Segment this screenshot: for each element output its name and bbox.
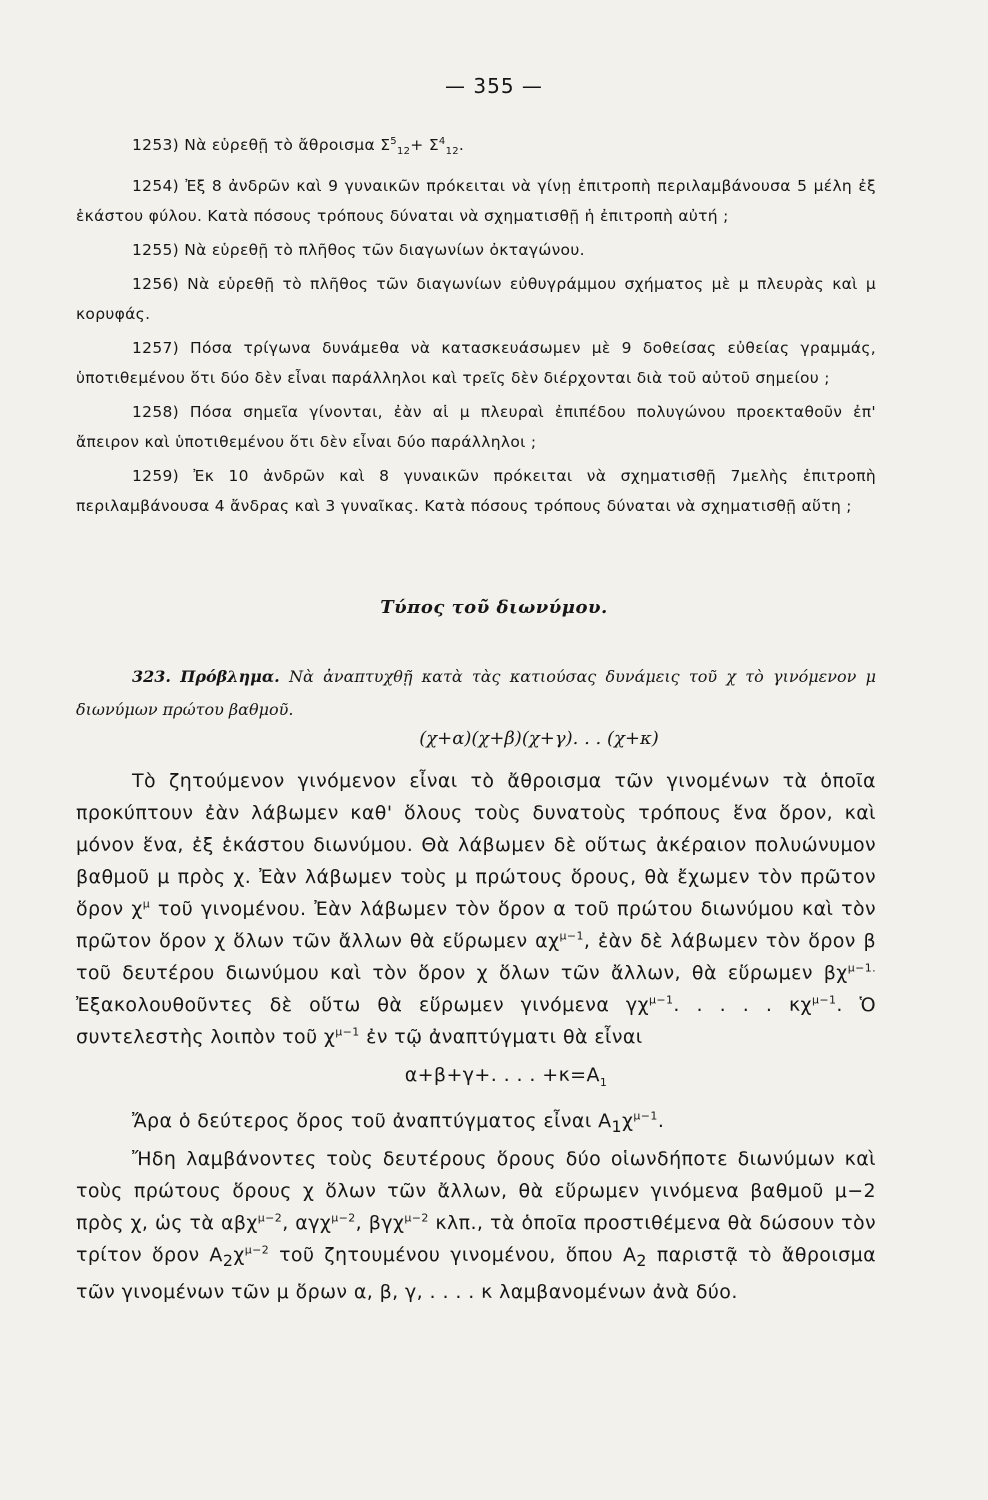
body-text <box>76 765 876 1308</box>
paragraph-3: Ἤδη λαμβάνοντες τοὺς δευτέρους ὅρους δύο οἱωνδήποτε διωνύμων καὶ τοὺς πρώτους ὅρους χ ὅλων τῶν ἄλλων, θὰ εὕρωμεν γινόμενα βαθμοῦ μ−2 πρὸς χ, ὡς τὰ αβχ$^{\mu-2}$, αγχ$^{\mu-2}$, βγχ$^{\mu-2}$ κλπ., τὰ ὁποῖα προστιθέμενα θὰ δώσουν τὸν τρίτον ὅρον $A_2\chi^{\mu-2}$ τοῦ ζητουμένου γινομένου, ὅπου $A_2$ παριστᾷ τὸ ἄθροισμα τῶν γινομένων τῶν μ ὅρων α, β, γ, . . . . κ λαμβανομένων ἀνὰ δύο. <box>76 1147 877 1304</box>
exercise-1256: 1256) Νὰ εὑρεθῇ τὸ πλῆθος τῶν διαγωνίων εὐθυγράμμου σχήματος μὲ μ πλευρὰς καὶ μ κορυφάς. <box>76 275 876 324</box>
exercise-1259: 1259) Ἐκ 10 ἀνδρῶν καὶ 8 γυναικῶν πρόκειται νὰ σχηματισθῇ 7μελὴς ἐπιτροπὴ περιλαμβάνουσα 4 ἄνδρας καὶ 3 γυναῖκας. Κατὰ πόσους τρόπους δύναται νὰ σχηματισθῇ αὕτη ; <box>76 467 876 516</box>
exercise-1258: 1258) Πόσα σημεῖα γίνονται, ἐὰν αἱ μ πλευραὶ ἐπιπέδου πολυγώνου προεκταθοῦν ἐπ' ἄπειρον καὶ ὑποτιθεμένου ὅτι δὲν εἶναι δύο παράλληλοι ; <box>76 403 876 452</box>
problem-text: Νὰ ἀναπτυχθῇ κατὰ τὰς κατιούσας δυνάμεις τοῦ χ τὸ γινόμενον μ διωνύμων πρώτου βαθμοῦ. <box>76 667 876 719</box>
paragraph-2: Ἄρα ὁ δεύτερος ὅρος τοῦ ἀναπτύγματος εἶναι $A_1\chi^{\mu-1}$. <box>132 1109 665 1136</box>
exercise-1257: 1257) Πόσα τρίγωνα δυνάμεθα νὰ κατασκευάσωμεν μὲ 9 δοθείσας εὐθείας γραμμάς, ὑποτιθεμένου ὅτι δύο δὲν εἶναι παράλληλοι καὶ τρεῖς δὲν διέρχονται διὰ τοῦ αὐτοῦ σημείου ; <box>76 339 876 388</box>
section-title: Τύπος τοῦ διωνύμου. <box>380 597 608 618</box>
exercise-1253: 1253) Νὰ εὑρεθῇ τὸ ἄθροισμα $\Sigma^5_{12}+ \Sigma^4_{12}$. <box>132 136 465 158</box>
paragraph-1: Τὸ ζητούμενον γινόμενον εἶναι τὸ ἄθροισμα τῶν γινομένων τὰ ὁποῖα προκύπτουν ἐὰν λάβωμεν καθ' ὅλους τοὺς δυνατοὺς τρόπους ἕνα ὅρον, καὶ μόνον ἕνα, ἐξ ἑκάστου διωνύμου. Θὰ λάβωμεν δὲ οὕτως ἀκέραιον πολυώνυμον βαθμοῦ μ πρὸς χ. Ἐὰν λάβωμεν τοὺς μ πρώτους ὅρους, θὰ ἔχωμεν τὸν πρῶτον ὅρον $\chi^\mu$ τοῦ γινομένου. Ἐὰν λάβωμεν τὸν ὅρον α τοῦ πρώτου διωνύμου καὶ τὸν πρῶτον ὅρον χ ὅλων τῶν ἄλλων θὰ εὕρωμεν $\alpha\chi^{\mu-1}$, ἐὰν δὲ λάβωμεν τὸν ὅρον β τοῦ δευτέρου διωνύμου καὶ τὸν ὅρον χ ὅλων τῶν ἄλλων, θὰ εὕρωμεν $\beta\chi^{\mu-1.}$ Ἐξακολουθοῦντες δὲ οὕτω θὰ εὕρωμεν γινόμενα $\gamma\chi^{\mu-1}$. . . . . $\kappa\chi^{\mu-1}$. Ὁ συντελεστὴς λοιπὸν τοῦ $\chi^{\mu-1}$ ἐν τῷ ἀναπτύγματι θὰ εἶναι <box>76 770 876 1048</box>
problem-statement <box>76 660 876 726</box>
page-number: — 355 — <box>445 74 543 98</box>
problem-label: Πρόβλημα. <box>180 667 280 686</box>
sum-formula: α+β+γ+. . . . $+\kappa=A_1$ <box>404 1064 608 1089</box>
exercise-1254: 1254) Ἐξ 8 ἀνδρῶν καὶ 9 γυναικῶν πρόκειται νὰ γίνῃ ἐπιτροπὴ περιλαμβάνουσα 5 μέλη ἐξ ἑκάστου φύλου. Κατὰ πόσους τρόπους δύναται νὰ σχηματισθῇ ἡ ἐπιτροπὴ αὐτή ; <box>76 177 876 226</box>
problem-number: 323. <box>132 667 171 686</box>
exercise-list <box>76 127 876 521</box>
sigma-expression: $\Sigma^5_{12}+ \Sigma^4_{12}$. <box>380 136 465 158</box>
exercise-1255: 1255) Νὰ εὑρεθῇ τὸ πλῆθος τῶν διαγωνίων ὀκταγώνου. <box>132 241 585 260</box>
product-formula: (χ+α)(χ+β)(χ+γ). . . (χ+κ) <box>419 728 659 749</box>
